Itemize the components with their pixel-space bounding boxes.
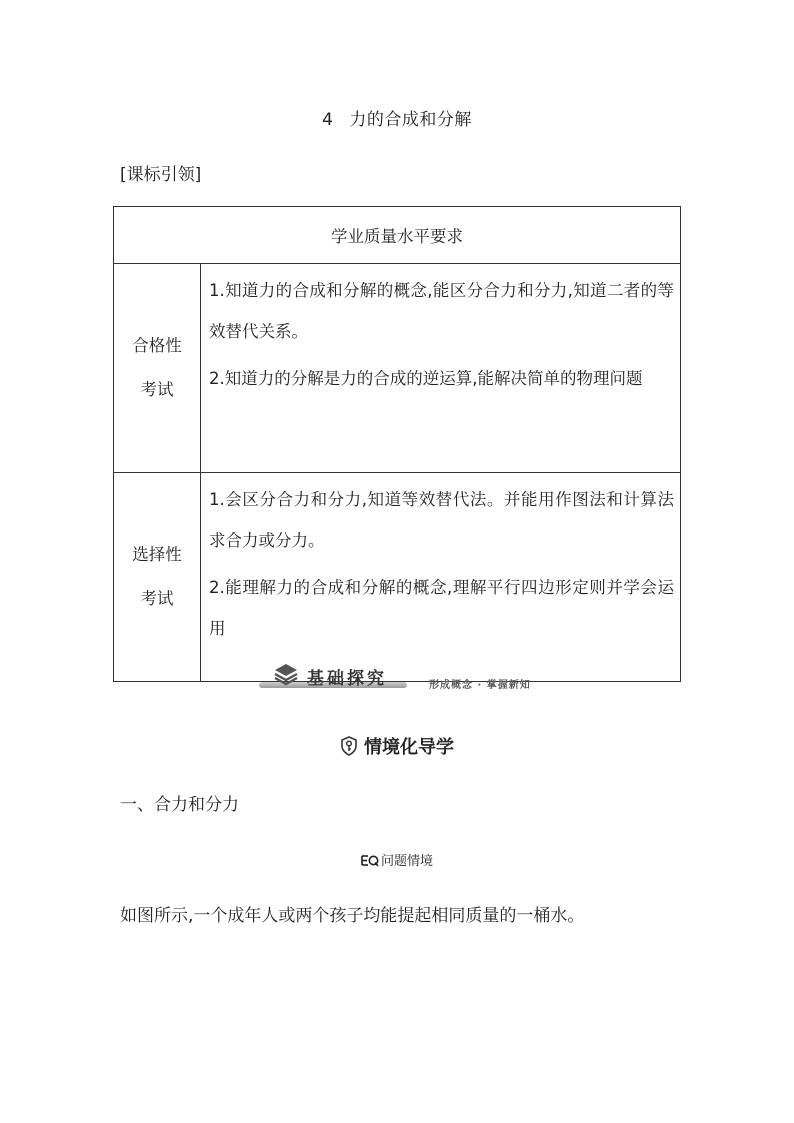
requirements-cell: [201, 473, 681, 682]
level-cell: [114, 473, 201, 682]
part-title: 一、合力和分力: [120, 795, 239, 815]
banner-subtitle: 形成概念 · 掌握新知: [429, 680, 531, 691]
requirement-item: 1.会区分合力和分力,知道等效替代法。并能用作图法和计算法求合力或分力。: [209, 490, 674, 550]
lesson-title-text: 力的合成和分解: [349, 110, 472, 130]
requirement-item: 2.知道力的分解是力的合成的逆运算,能解决简单的物理问题: [209, 369, 643, 388]
section-banner: [255, 660, 545, 696]
scene-paragraph: 如图所示,一个成年人或两个孩子均能提起相同质量的一桶水。: [120, 906, 585, 926]
level-label: 选择性考试: [132, 545, 182, 608]
section-heading: [0, 733, 794, 759]
requirement-item: 1.知道力的合成和分解的概念,能区分合力和分力,知道二者的等效替代关系。: [209, 281, 674, 341]
table-row: [114, 473, 681, 682]
table-row: [114, 264, 681, 473]
key-badge-icon: [340, 736, 358, 756]
level-label: 合格性考试: [132, 336, 182, 399]
eq-icon: [361, 854, 379, 867]
lesson-number: 4: [322, 110, 334, 130]
table-heading: 学业质量水平要求: [114, 207, 681, 264]
requirements-cell: [201, 264, 681, 473]
layers-icon: [273, 662, 299, 686]
level-cell: [114, 264, 201, 473]
curriculum-label: [课标引领]: [120, 165, 202, 185]
requirements-table: [113, 206, 681, 682]
lesson-title: [0, 105, 794, 130]
requirement-item: 2.能理解力的合成和分解的概念,理解平行四边形定则并学会运用: [209, 578, 674, 638]
banner-title: 基础探究: [307, 669, 387, 689]
section-heading-text: 情境化导学: [364, 737, 454, 758]
scene-label: [0, 850, 794, 869]
scene-label-text: 问题情境: [380, 854, 433, 869]
